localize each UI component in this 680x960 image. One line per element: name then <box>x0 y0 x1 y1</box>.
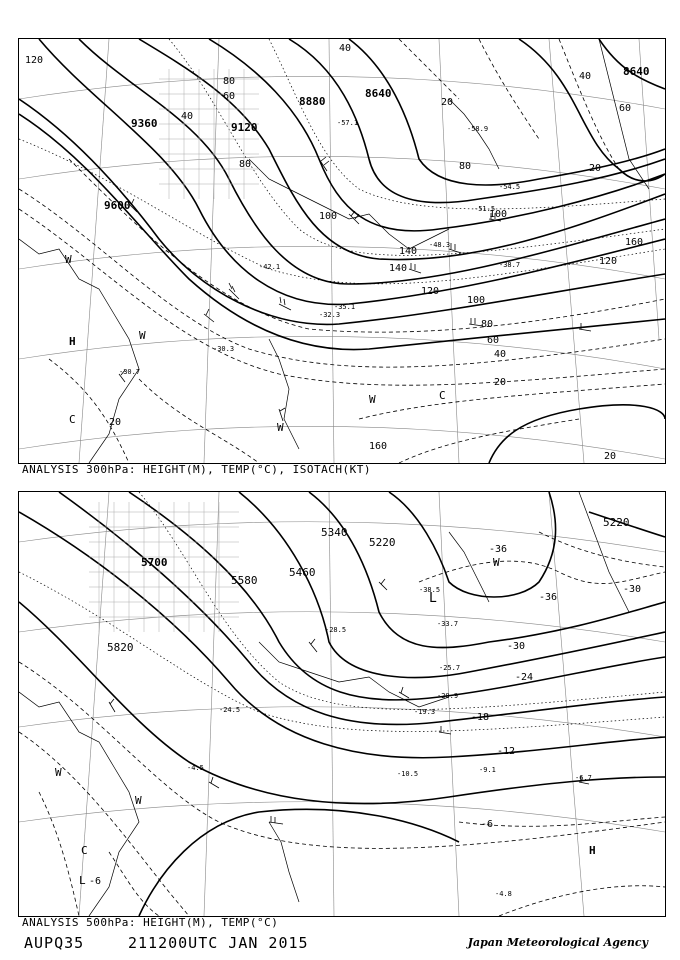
temperature-value: -35.1 <box>334 303 356 311</box>
height-contours <box>19 39 665 463</box>
temperature-value: -28.5 <box>325 626 347 634</box>
height-label: 5820 <box>107 641 134 654</box>
height-label: 5700 <box>141 556 168 569</box>
isotach-label: 20 <box>604 451 617 462</box>
isotach-label: 20 <box>589 163 602 174</box>
temperature-value: -30.7 <box>119 368 141 376</box>
isotherm-label: -18 <box>471 712 490 723</box>
temperature-value: -38.7 <box>499 261 521 269</box>
temperature-value: -4.5 <box>187 764 204 772</box>
height-label: 8640 <box>623 65 650 78</box>
temperature-value: -6.7 <box>575 774 592 782</box>
isotherm-label: -30 <box>507 641 526 652</box>
temperature-value: -24.5 <box>219 706 241 714</box>
analysis-time: 211200UTC JAN 2015 <box>128 934 309 952</box>
temperature-value: -32.3 <box>319 311 341 319</box>
map-300hpa <box>18 38 666 464</box>
isotherm-label: -12 <box>497 746 516 757</box>
temperature-value: -20.9 <box>437 692 459 700</box>
isotherm-label: -36 <box>489 544 508 555</box>
high-center-label: H <box>589 844 596 857</box>
warm-center-label: W <box>65 253 72 266</box>
isotherm-label: -36 <box>539 592 558 603</box>
isotach-label: 20 <box>494 377 507 388</box>
cold-center-label: C <box>69 413 76 426</box>
isotach-label: 160 <box>625 237 644 248</box>
low-center-label: L <box>79 874 86 887</box>
isotach-label: 40 <box>494 349 507 360</box>
temperature-value: -54.5 <box>499 183 521 191</box>
isotach-label: 60 <box>223 91 236 102</box>
height-label: 5220 <box>603 516 630 529</box>
isotach-label: 160 <box>369 441 388 452</box>
height-label: 9120 <box>231 121 258 134</box>
isotach-label: 80 <box>223 76 236 87</box>
height-label: 8640 <box>365 87 392 100</box>
height-label: 5580 <box>231 574 258 587</box>
isotach-label: 100 <box>319 211 338 222</box>
isotach-label: 120 <box>599 256 618 267</box>
temperature-value: -48.3 <box>429 241 451 249</box>
warm-center-label: W <box>277 421 284 434</box>
isotach-label: 80 <box>481 319 494 330</box>
height-label: 5460 <box>289 566 316 579</box>
isotach-label: 40 <box>579 71 592 82</box>
isotach-label: 100 <box>467 295 486 306</box>
temperature-value: -38.5 <box>419 586 441 594</box>
height-label: 9360 <box>131 117 158 130</box>
isotherm-label: -30 <box>623 584 642 595</box>
isotach-contours <box>19 39 665 463</box>
caption-500hpa: ANALYSIS 500hPa: HEIGHT(M), TEMP(°C) <box>22 916 279 929</box>
height-contours <box>19 492 665 916</box>
graticule <box>19 492 665 916</box>
height-label: 5220 <box>369 536 396 549</box>
isotach-label: 120 <box>25 55 44 66</box>
graticule <box>19 39 665 463</box>
isotach-label: 40 <box>339 43 352 54</box>
cold-center-label: C <box>81 844 88 857</box>
isotach-label: 140 <box>399 246 418 257</box>
temperature-value: -42.1 <box>259 263 281 271</box>
cold-center-label: C <box>439 389 446 402</box>
map-500hpa-canvas <box>19 492 665 916</box>
low-center-label: L <box>429 591 437 606</box>
isotach-label: 40 <box>181 111 194 122</box>
isotach-label: 60 <box>487 335 500 346</box>
temperature-value: -19.3 <box>414 708 436 716</box>
isotach-label: 140 <box>389 263 408 274</box>
temperature-value: -25.7 <box>439 664 461 672</box>
isotach-label: 100 <box>489 209 508 220</box>
height-label: 9600 <box>104 199 131 212</box>
temperature-value: -33.7 <box>437 620 459 628</box>
product-code: AUPQ35 <box>24 934 85 952</box>
isotherm-label: -6 <box>89 876 102 887</box>
warm-center-label: W <box>493 556 500 569</box>
temperature-value: -58.9 <box>467 125 489 133</box>
map-300hpa-canvas <box>19 39 665 463</box>
height-label: 5340 <box>321 526 348 539</box>
temperature-value: -9.1 <box>479 766 496 774</box>
shaded-region <box>159 69 259 199</box>
map-500hpa <box>18 491 666 917</box>
isotach-label: 80 <box>239 159 252 170</box>
wind-barbs <box>119 157 591 421</box>
temperature-value: -10.5 <box>397 770 419 778</box>
isotach-label: 60 <box>619 103 632 114</box>
temperature-value: -30.3 <box>213 345 235 353</box>
isotach-label: 80 <box>459 161 472 172</box>
temperature-value: -51.5 <box>474 205 496 213</box>
high-center-label: H <box>69 335 76 348</box>
temperature-value: -4.8 <box>495 890 512 898</box>
temperature-value: -57.1 <box>337 119 359 127</box>
warm-center-label: W <box>55 766 62 779</box>
agency-name: Japan Meteorological Agency <box>467 936 648 949</box>
warm-center-label: W <box>135 794 142 807</box>
isotherm-label: -6 <box>481 819 494 830</box>
warm-center-label: W <box>139 329 146 342</box>
isotach-label: 120 <box>421 286 440 297</box>
isotherm-label: -24 <box>515 672 534 683</box>
caption-300hpa: ANALYSIS 300hPa: HEIGHT(M), TEMP(°C), ISOTACH(KT) <box>22 463 372 476</box>
isotach-label: 20 <box>441 97 454 108</box>
isotach-label: 20 <box>109 417 122 428</box>
height-label: 8880 <box>299 95 326 108</box>
warm-center-label: W <box>369 393 376 406</box>
